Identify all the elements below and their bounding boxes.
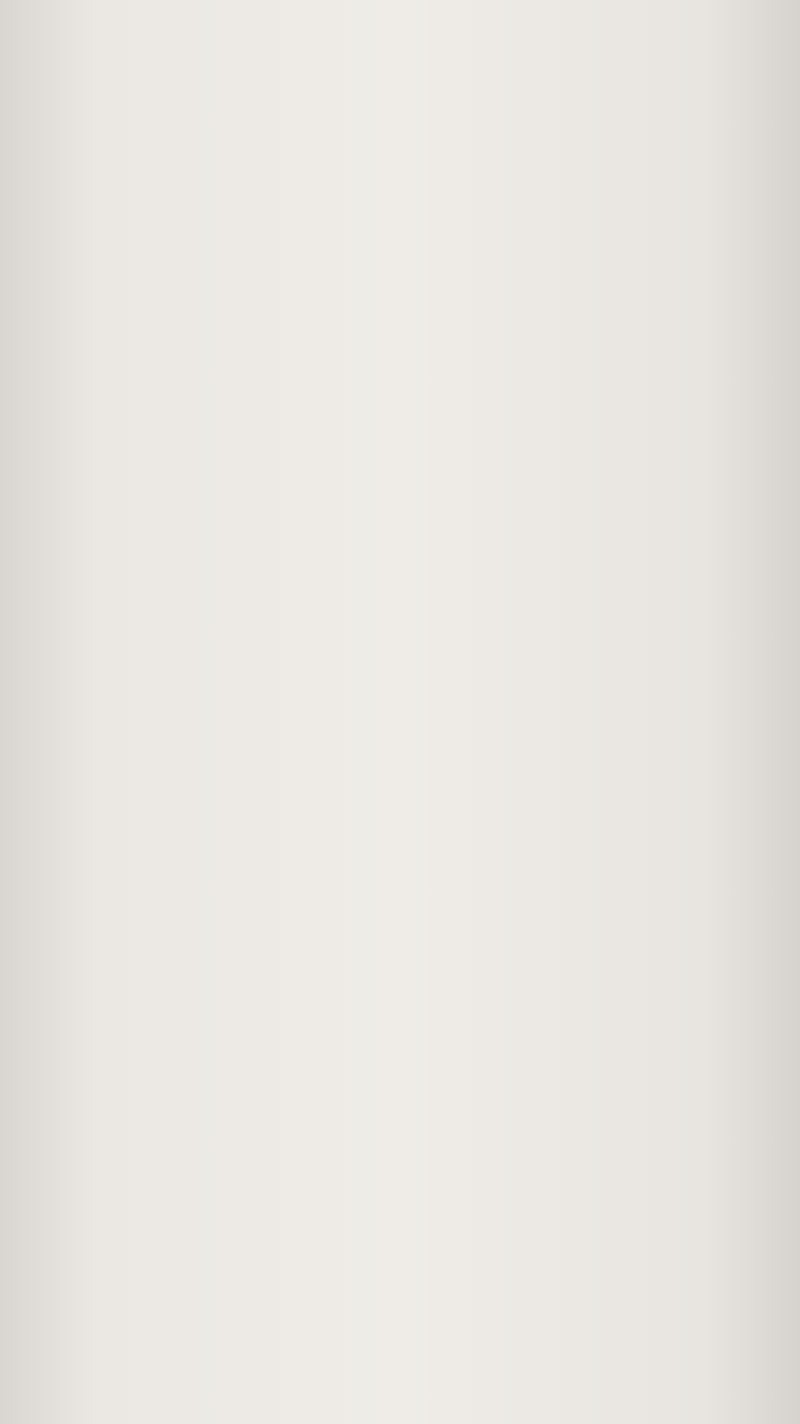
bibliography-content <box>40 120 762 160</box>
